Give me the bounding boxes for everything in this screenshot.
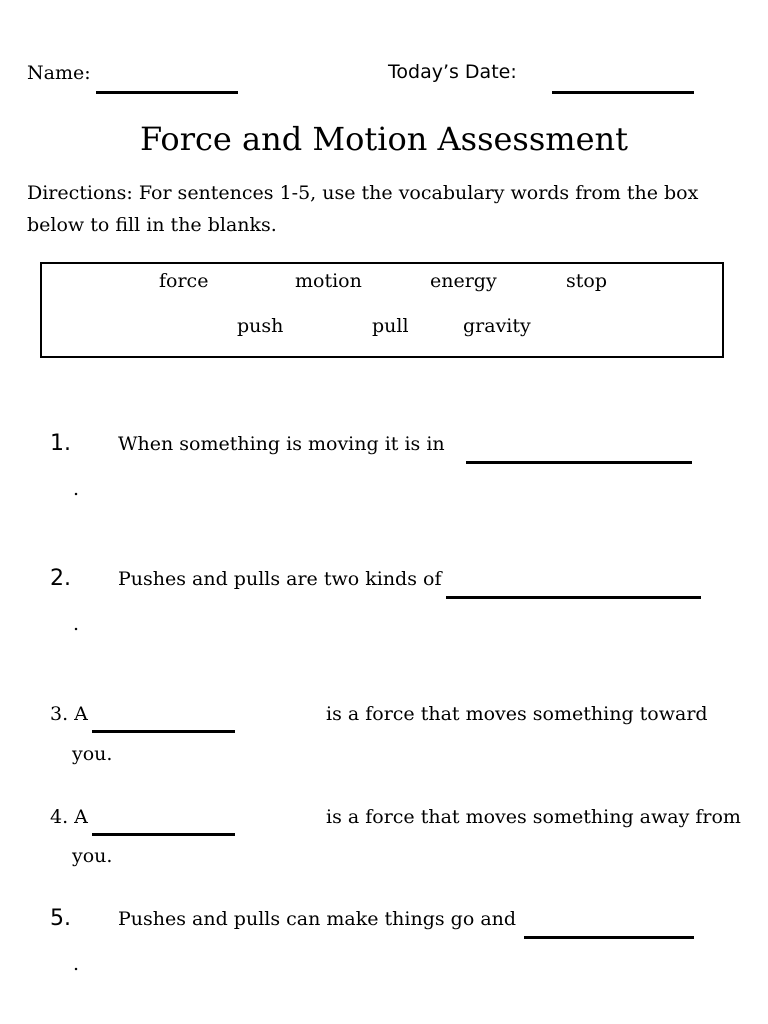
vocab-word-pull: pull: [372, 315, 409, 337]
question-2-text: Pushes and pulls are two kinds of: [118, 568, 442, 590]
question-4-end: you.: [72, 845, 113, 867]
name-blank[interactable]: [96, 91, 238, 94]
question-2-number: 2.: [50, 566, 71, 591]
name-label: Name:: [27, 62, 91, 84]
date-blank[interactable]: [552, 91, 694, 94]
question-3-number: 3. A: [50, 703, 88, 725]
vocab-word-force: force: [159, 270, 209, 292]
question-2-blank[interactable]: [446, 596, 701, 599]
question-1-blank[interactable]: [466, 461, 692, 464]
vocab-word-gravity: gravity: [463, 315, 531, 337]
question-1-number: 1.: [50, 431, 71, 456]
vocab-word-energy: energy: [430, 270, 497, 292]
question-4-number: 4. A: [50, 806, 88, 828]
question-5-text: Pushes and pulls can make things go and: [118, 908, 517, 930]
vocab-word-motion: motion: [295, 270, 362, 292]
vocab-word-stop: stop: [566, 270, 607, 292]
question-3-blank[interactable]: [92, 730, 235, 733]
vocab-word-push: push: [237, 315, 284, 337]
question-5-number: 5.: [50, 906, 71, 931]
question-1-end: .: [73, 478, 80, 500]
question-4-text: is a force that moves something away from: [326, 806, 741, 828]
question-5-blank[interactable]: [524, 936, 694, 939]
page-title: Force and Motion Assessment: [139, 120, 629, 158]
question-3-text: is a force that moves something toward: [326, 703, 708, 725]
directions-line-2: below to fill in the blanks.: [27, 214, 277, 236]
directions-line-1: Directions: For sentences 1-5, use the vocabulary words from the box: [27, 182, 699, 204]
question-3-end: you.: [72, 743, 113, 765]
question-4-blank[interactable]: [92, 833, 235, 836]
question-5-end: .: [73, 953, 80, 975]
question-1-text: When something is moving it is in: [118, 433, 445, 455]
vocabulary-box: [40, 262, 724, 358]
question-2-end: .: [73, 613, 80, 635]
date-label: Today’s Date:: [388, 61, 517, 83]
